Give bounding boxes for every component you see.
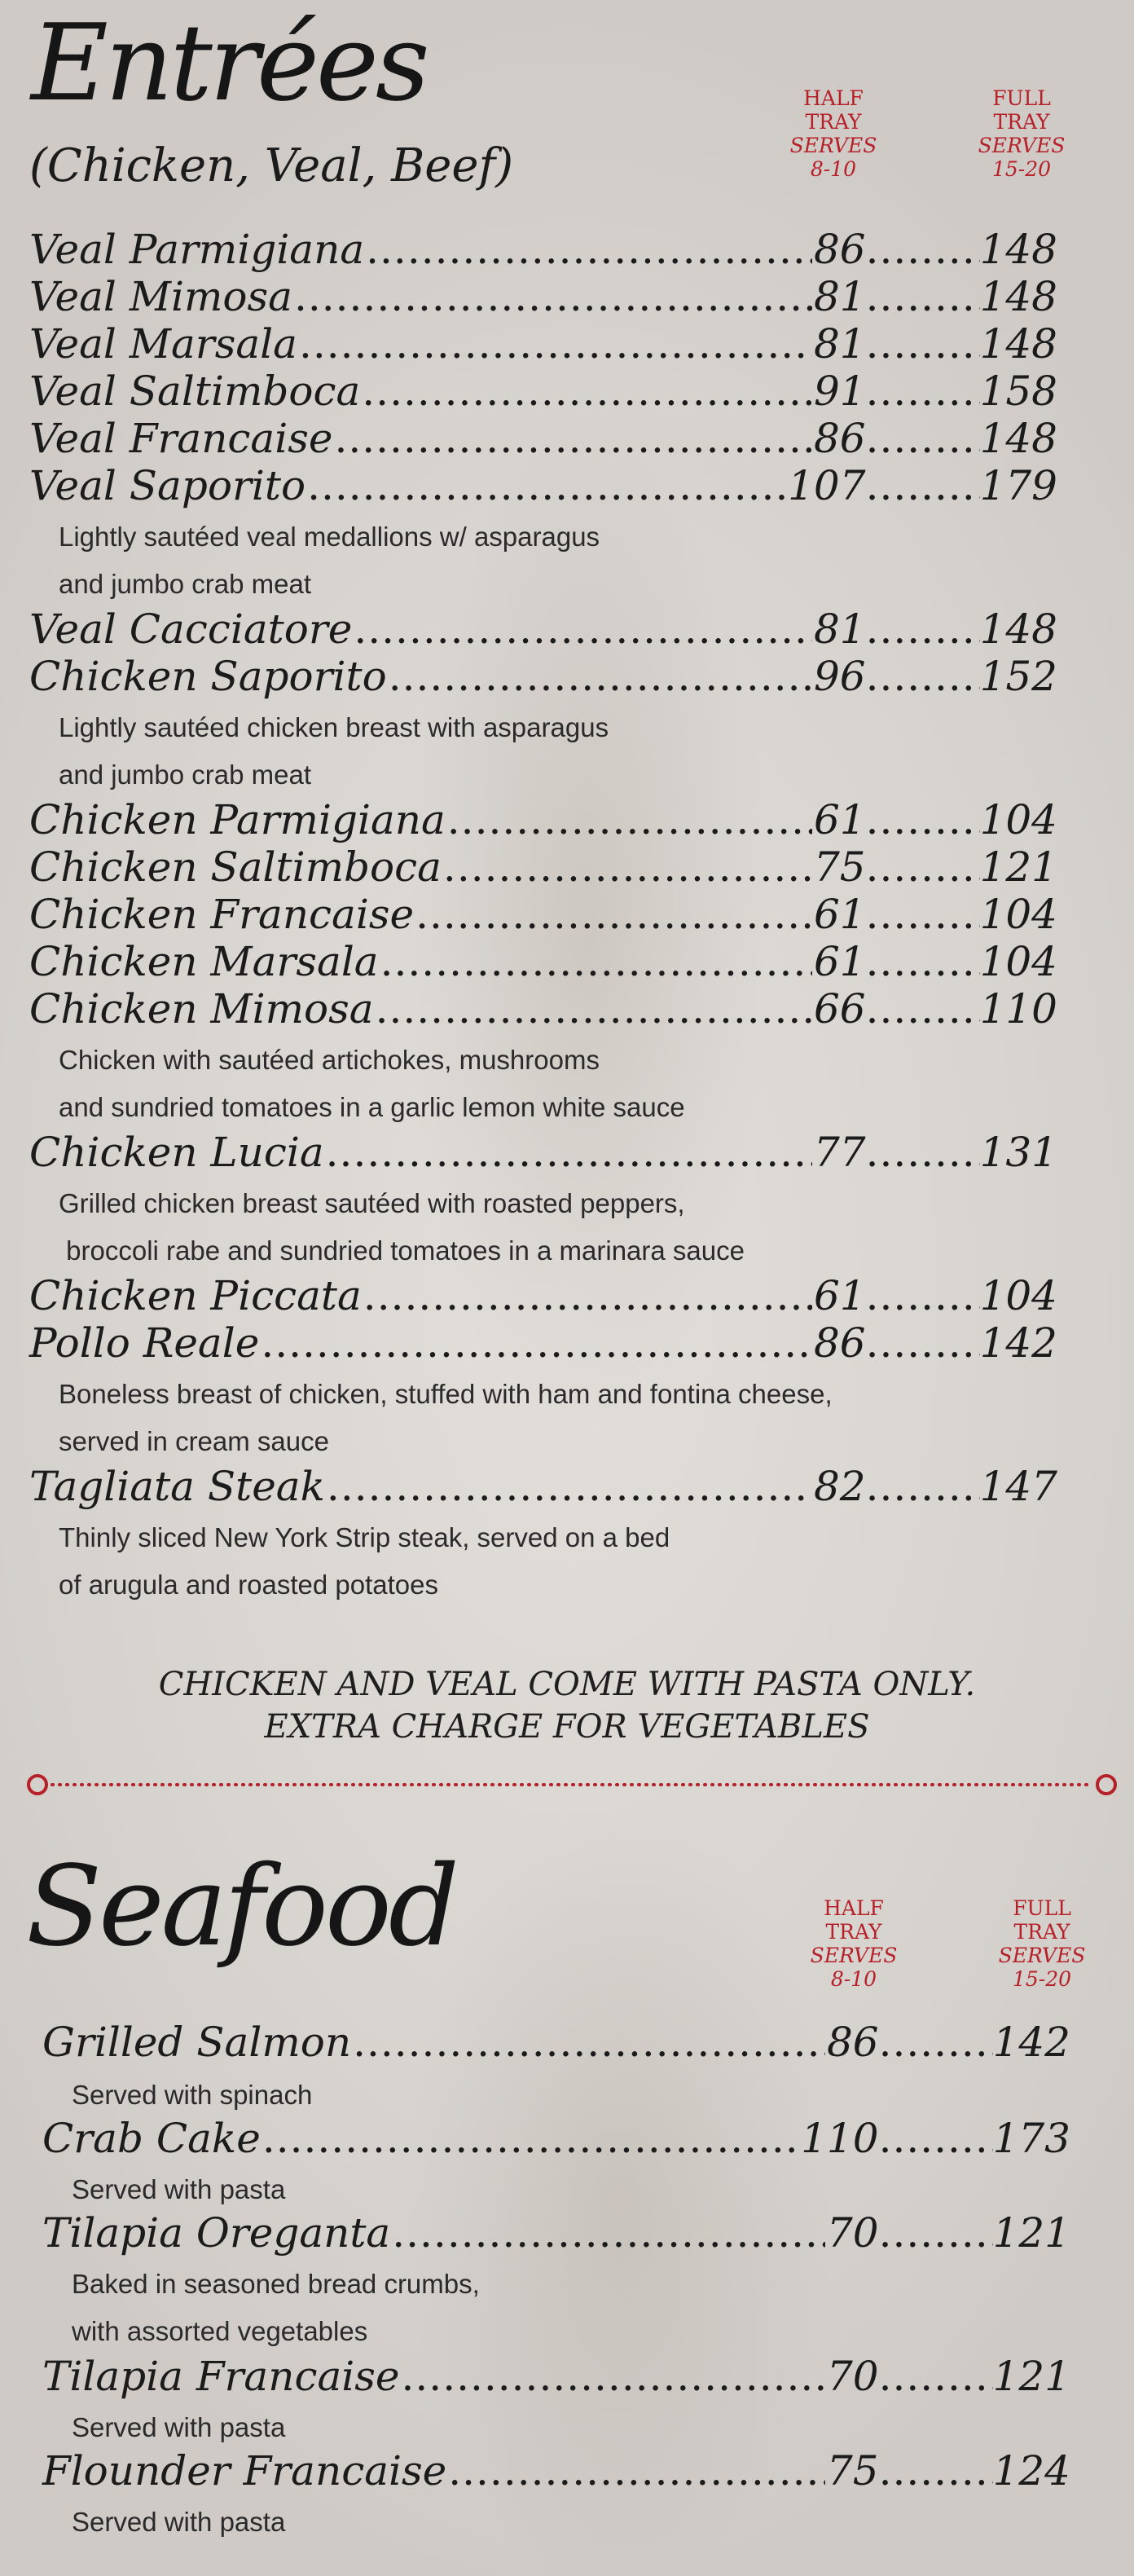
item-description: with assorted vegetables xyxy=(72,2316,368,2346)
half-tray-price: 86 xyxy=(813,1319,866,1367)
half-tray-price: 107 xyxy=(788,462,866,509)
half-tray-price: 75 xyxy=(826,2447,879,2495)
item-name: Tilapia Oreganta xyxy=(42,2209,391,2257)
menu-item xyxy=(29,653,1057,700)
leader-dots xyxy=(866,320,980,368)
full-tray-price: 142 xyxy=(992,2019,1070,2066)
full-tray-price: 104 xyxy=(979,796,1057,843)
leader-dots xyxy=(866,796,980,843)
full-tray-price: 104 xyxy=(979,938,1057,985)
leader-dots xyxy=(261,1319,812,1367)
half-tray-price: 77 xyxy=(813,1129,866,1176)
full-tray-price: 124 xyxy=(992,2447,1070,2495)
leader-dots xyxy=(866,938,980,985)
full-tray-price: 148 xyxy=(979,605,1057,653)
leader-dots xyxy=(866,1319,980,1367)
leader-dots xyxy=(866,273,980,320)
half-header-line2: TRAY xyxy=(825,1920,882,1944)
item-description: Served with pasta xyxy=(72,2412,286,2442)
half-header-line4: 8-10 xyxy=(810,157,857,181)
item-name: Flounder Francaise xyxy=(42,2447,447,2495)
leader-dots xyxy=(866,653,980,700)
full-tray-price: 142 xyxy=(979,1319,1057,1367)
full-tray-price: 179 xyxy=(979,462,1057,509)
half-header-line4: 8-10 xyxy=(830,1967,877,1991)
leader-dots xyxy=(448,2447,825,2495)
leader-dots xyxy=(866,605,980,653)
half-tray-price: 70 xyxy=(826,2353,879,2400)
leader-dots xyxy=(402,2353,825,2400)
leader-dots xyxy=(363,1272,812,1319)
seafood-title: Seafood xyxy=(26,1843,456,1971)
full-tray-price: 121 xyxy=(979,843,1057,891)
full-header-line1: FULL xyxy=(992,86,1051,110)
leader-dots xyxy=(879,2353,993,2400)
menu-item xyxy=(29,843,1057,891)
item-description: of arugula and roasted potatoes xyxy=(59,1570,439,1600)
leader-dots xyxy=(443,843,812,891)
menu-item xyxy=(29,415,1057,462)
item-description: Served with pasta xyxy=(72,2507,286,2537)
leader-dots xyxy=(415,891,812,938)
full-tray-price: 148 xyxy=(979,273,1057,320)
leader-dots xyxy=(392,2209,825,2257)
item-name: Veal Parmigiana xyxy=(29,226,365,273)
item-name: Veal Mimosa xyxy=(29,273,292,320)
full-header-line2: TRAY xyxy=(993,110,1050,134)
leader-dots xyxy=(866,462,980,509)
half-header-line2: TRAY xyxy=(805,110,862,134)
item-description: Lightly sautéed chicken breast with asparagus xyxy=(59,712,609,742)
item-name: Chicken Marsala xyxy=(29,938,379,985)
menu-item xyxy=(29,605,1057,653)
leader-dots xyxy=(866,226,980,273)
leader-dots xyxy=(299,320,812,368)
item-description: Served with pasta xyxy=(72,2174,286,2204)
leader-dots xyxy=(353,2019,825,2066)
half-tray-price: 81 xyxy=(813,605,866,653)
entrees-half-tray-header xyxy=(768,86,899,181)
half-tray-price: 61 xyxy=(813,796,866,843)
full-tray-price: 148 xyxy=(979,226,1057,273)
menu-item xyxy=(29,1272,1057,1319)
leader-dots xyxy=(879,2115,993,2162)
full-tray-price: 147 xyxy=(979,1463,1057,1510)
half-tray-price: 91 xyxy=(813,368,866,415)
full-tray-price: 148 xyxy=(979,320,1057,368)
item-description: Thinly sliced New York Strip steak, served on a bed xyxy=(59,1522,670,1552)
item-name: Veal Marsala xyxy=(29,320,297,368)
full-tray-price: 131 xyxy=(979,1129,1057,1176)
half-tray-price: 82 xyxy=(813,1463,866,1510)
pasta-note-line2: EXTRA CHARGE FOR VEGETABLES xyxy=(264,1708,870,1746)
half-header-line1: HALF xyxy=(824,1896,884,1920)
leader-dots xyxy=(307,462,786,509)
half-tray-price: 110 xyxy=(801,2115,879,2162)
full-header-line4: 15-20 xyxy=(1012,1967,1072,1991)
menu-item xyxy=(42,2353,1070,2400)
half-tray-price: 86 xyxy=(813,226,866,273)
item-name: Chicken Saporito xyxy=(29,653,387,700)
leader-dots xyxy=(376,985,812,1033)
entrees-title: Entrées xyxy=(31,1,427,125)
leader-dots xyxy=(866,368,980,415)
full-header-line4: 15-20 xyxy=(991,157,1052,181)
leader-dots xyxy=(866,843,980,891)
item-description: Served with spinach xyxy=(72,2080,313,2110)
full-header-line2: TRAY xyxy=(1013,1920,1070,1944)
seafood-half-tray-header xyxy=(789,1896,919,1991)
half-tray-price: 75 xyxy=(813,843,866,891)
half-tray-price: 70 xyxy=(826,2209,879,2257)
seafood-full-tray-header xyxy=(977,1896,1107,1991)
full-tray-price: 104 xyxy=(979,891,1057,938)
full-tray-price: 104 xyxy=(979,1272,1057,1319)
full-tray-price: 121 xyxy=(992,2209,1070,2257)
item-description: and jumbo crab meat xyxy=(59,569,312,599)
menu-item xyxy=(29,985,1057,1033)
item-name: Chicken Piccata xyxy=(29,1272,362,1319)
leader-dots xyxy=(326,1129,812,1176)
menu-item xyxy=(42,2019,1070,2066)
pasta-note-line1: CHICKEN AND VEAL COME WITH PASTA ONLY. xyxy=(158,1666,976,1703)
half-tray-price: 61 xyxy=(813,938,866,985)
full-tray-price: 121 xyxy=(992,2353,1070,2400)
full-tray-price: 110 xyxy=(979,985,1057,1033)
menu-item xyxy=(29,320,1057,368)
half-header-line1: HALF xyxy=(803,86,864,110)
menu-item xyxy=(42,2115,1070,2162)
leader-dots xyxy=(879,2447,993,2495)
full-header-line3: SERVES xyxy=(978,134,1066,157)
half-header-line3: SERVES xyxy=(810,1944,898,1967)
item-description: and sundried tomatoes in a garlic lemon white sauce xyxy=(59,1092,685,1122)
half-tray-price: 61 xyxy=(813,1272,866,1319)
item-name: Chicken Mimosa xyxy=(29,985,374,1033)
item-name: Pollo Reale xyxy=(29,1319,260,1367)
half-tray-price: 86 xyxy=(826,2019,879,2066)
item-name: Veal Cacciatore xyxy=(29,605,353,653)
leader-dots xyxy=(389,653,812,700)
leader-dots xyxy=(866,891,980,938)
item-description: served in cream sauce xyxy=(59,1426,329,1456)
half-tray-price: 61 xyxy=(813,891,866,938)
leader-dots xyxy=(447,796,812,843)
full-tray-price: 158 xyxy=(979,368,1057,415)
half-header-line3: SERVES xyxy=(789,134,877,157)
item-name: Chicken Francaise xyxy=(29,891,415,938)
leader-dots xyxy=(262,2115,799,2162)
menu-item xyxy=(29,796,1057,843)
item-name: Chicken Parmigiana xyxy=(29,796,446,843)
menu-item xyxy=(29,273,1057,320)
leader-dots xyxy=(327,1463,812,1510)
full-tray-price: 152 xyxy=(979,653,1057,700)
menu-item xyxy=(29,1319,1057,1367)
item-name: Tilapia Francaise xyxy=(42,2353,400,2400)
leader-dots xyxy=(866,985,980,1033)
full-header-line1: FULL xyxy=(1013,1896,1071,1920)
item-name: Crab Cake xyxy=(42,2115,261,2162)
section-divider xyxy=(26,1772,1118,1797)
leader-dots xyxy=(334,415,811,462)
full-header-line3: SERVES xyxy=(998,1944,1086,1967)
entrees-subtitle: (Chicken, Veal, Beef) xyxy=(29,139,514,192)
leader-dots xyxy=(879,2209,993,2257)
full-tray-price: 173 xyxy=(992,2115,1070,2162)
leader-dots xyxy=(380,938,812,985)
menu-item xyxy=(29,226,1057,273)
leader-dots xyxy=(866,1463,980,1510)
half-tray-price: 81 xyxy=(813,273,866,320)
leader-dots xyxy=(366,226,812,273)
menu-item xyxy=(29,891,1057,938)
menu-item xyxy=(29,462,1057,509)
menu-item xyxy=(29,1129,1057,1176)
item-description: and jumbo crab meat xyxy=(59,760,312,790)
item-description: Boneless breast of chicken, stuffed with ham and fontina cheese, xyxy=(59,1379,833,1409)
leader-dots xyxy=(866,1272,980,1319)
item-name: Tagliata Steak xyxy=(29,1463,325,1510)
leader-dots xyxy=(866,1129,980,1176)
item-name: Chicken Lucia xyxy=(29,1129,324,1176)
leader-dots xyxy=(879,2019,993,2066)
half-tray-price: 81 xyxy=(813,320,866,368)
item-name: Grilled Salmon xyxy=(42,2019,352,2066)
leader-dots xyxy=(866,415,980,462)
menu-item xyxy=(42,2447,1070,2495)
menu-item xyxy=(42,2209,1070,2257)
menu-item xyxy=(29,1463,1057,1510)
item-description: Grilled chicken breast sautéed with roasted peppers, xyxy=(59,1188,685,1218)
leader-dots xyxy=(354,605,812,653)
half-tray-price: 96 xyxy=(813,653,866,700)
full-tray-price: 148 xyxy=(979,415,1057,462)
item-description: Baked in seasoned bread crumbs, xyxy=(72,2269,480,2299)
leader-dots xyxy=(294,273,812,320)
menu-item xyxy=(29,368,1057,415)
menu-item xyxy=(29,938,1057,985)
item-description: Chicken with sautéed artichokes, mushrooms xyxy=(59,1045,600,1075)
item-name: Veal Francaise xyxy=(29,415,333,462)
item-name: Veal Saporito xyxy=(29,462,306,509)
item-name: Veal Saltimboca xyxy=(29,368,361,415)
item-description: Lightly sautéed veal medallions w/ asparagus xyxy=(59,522,600,552)
item-description: broccoli rabe and sundried tomatoes in a marinara sauce xyxy=(59,1235,745,1266)
item-name: Chicken Saltimboca xyxy=(29,843,442,891)
entrees-full-tray-header xyxy=(956,86,1087,181)
leader-dots xyxy=(362,368,812,415)
half-tray-price: 66 xyxy=(813,985,866,1033)
half-tray-price: 86 xyxy=(813,415,866,462)
